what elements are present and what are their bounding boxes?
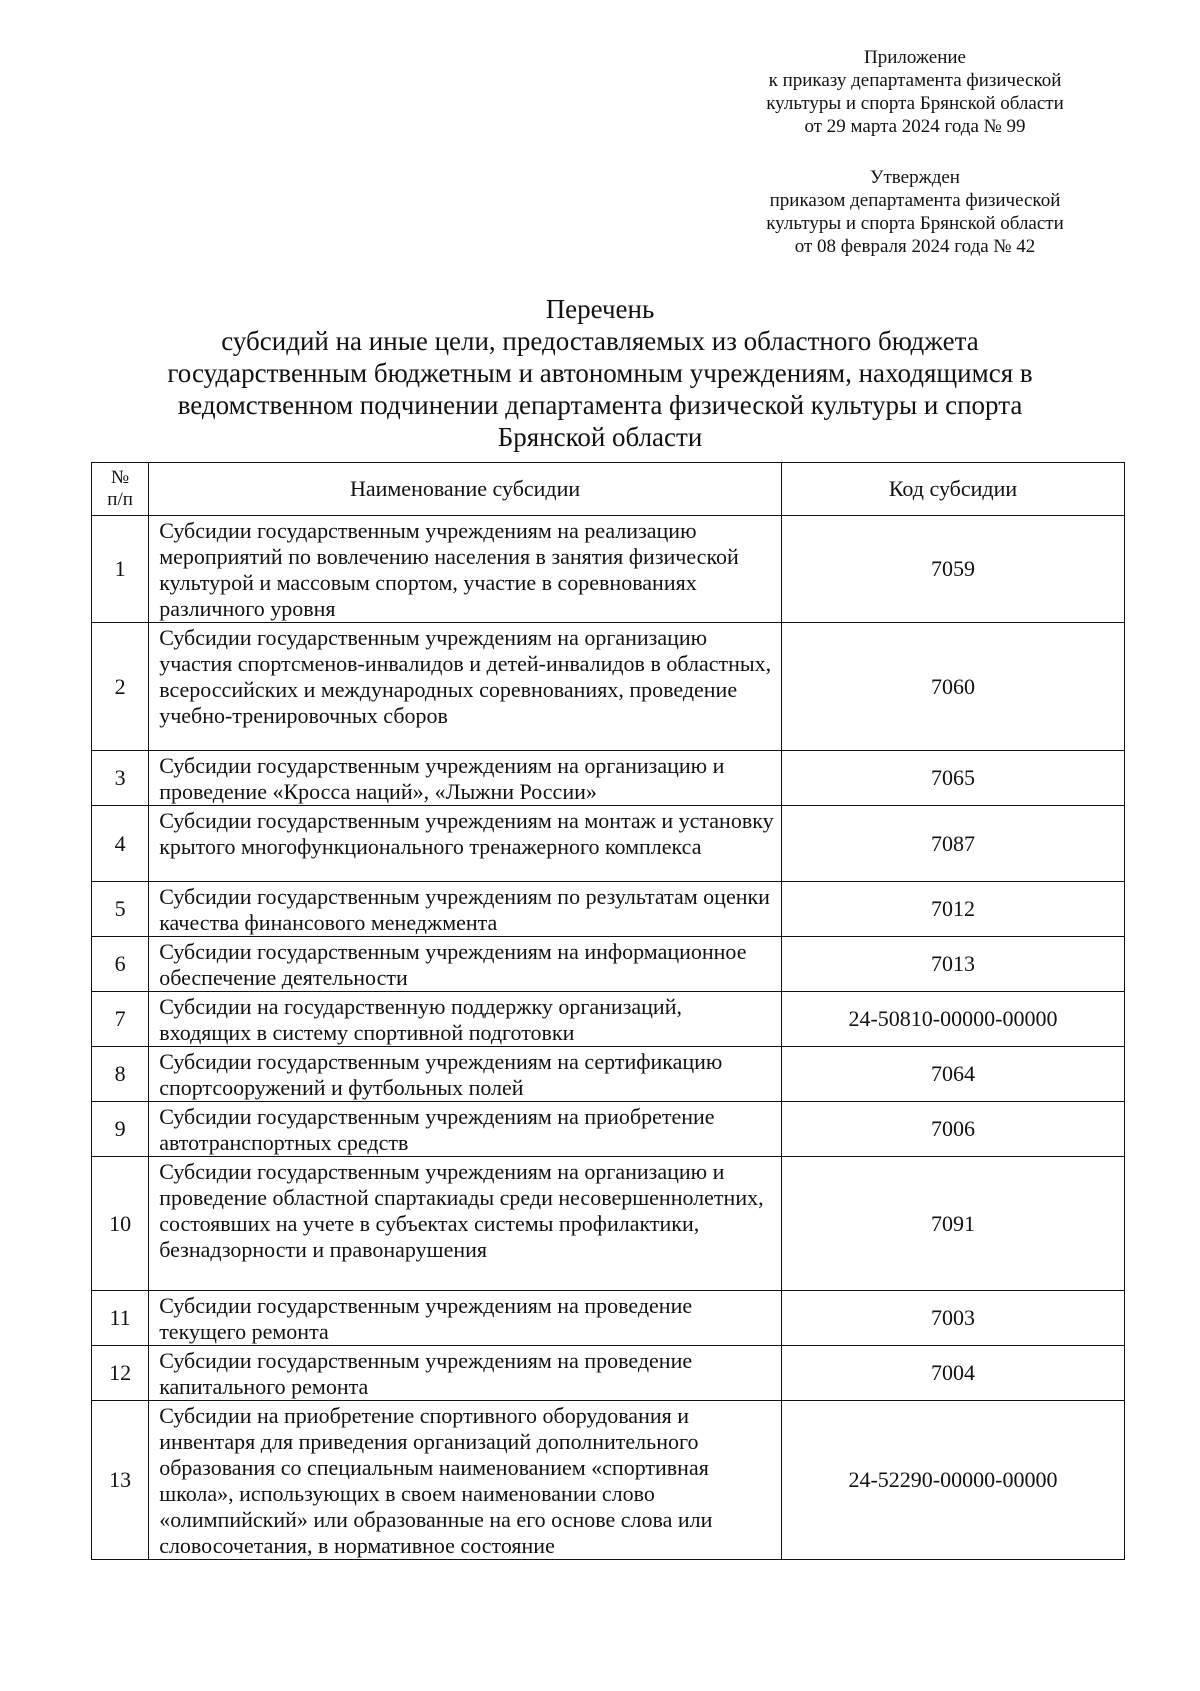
table-header-row (92, 463, 1125, 516)
subsidy-name: Субсидии государственным учреждениям на организацию и проведение «Кросса наций», «Лыжни России» (149, 751, 782, 806)
row-number: 4 (92, 806, 149, 882)
title-line: государственным бюджетным и автономным учреждениям, находящимся в (167, 358, 1033, 388)
subsidy-name: Субсидии государственным учреждениям на проведение капитального ремонта (149, 1346, 782, 1401)
table-body (92, 516, 1125, 1560)
table-row (92, 751, 1125, 806)
row-number: 13 (92, 1401, 149, 1560)
table-row (92, 1157, 1125, 1291)
subsidy-name: Субсидии государственным учреждениям по результатам оценки качества финансового менеджмента (149, 882, 782, 937)
table-row (92, 1401, 1125, 1560)
approval-line: культуры и спорта Брянской области (766, 213, 1064, 234)
subsidy-code: 7060 (781, 623, 1124, 751)
document-title (60, 293, 1140, 453)
subsidy-name: Субсидии государственным учреждениям на проведение текущего ремонта (149, 1291, 782, 1346)
table-row (92, 882, 1125, 937)
subsidy-name: Субсидии государственным учреждениям на монтаж и установку крытого многофункционального тренажерного комплекса (149, 806, 782, 882)
subsidy-name: Субсидии государственным учреждениям на информационное обеспечение деятельности (149, 937, 782, 992)
title-line: субсидий на иные цели, предоставляемых из областного бюджета (221, 326, 979, 356)
subsidy-code: 7012 (781, 882, 1124, 937)
appendix-line: к приказу департамента физической (768, 70, 1062, 91)
subsidy-name: Субсидии государственным учреждениям на организацию и проведение областной спартакиады среди несовершеннолетних, состоявших на учете в субъектах системы профилактики, безнадзорности и правонарушения (149, 1157, 782, 1291)
row-number: 5 (92, 882, 149, 937)
table-row (92, 806, 1125, 882)
subsidy-name: Субсидии государственным учреждениям на реализацию мероприятий по вовлечению населения в занятия физической культурой и массовым спортом, участие в соревнованиях различного уровня (149, 516, 782, 623)
approval-note (700, 166, 1130, 258)
appendix-line: Приложение (864, 47, 966, 68)
subsidy-code: 7059 (781, 516, 1124, 623)
title-line: Перечень (545, 294, 655, 324)
title-line: Брянской области (497, 422, 703, 452)
column-header-name: Наименование субсидии (149, 463, 782, 516)
appendix-line: от 29 марта 2024 года № 99 (804, 116, 1026, 137)
subsidy-code: 7006 (781, 1102, 1124, 1157)
subsidy-code: 7003 (781, 1291, 1124, 1346)
subsidies-table (91, 462, 1125, 1560)
subsidy-name: Субсидии государственным учреждениям на сертификацию спортсооружений и футбольных полей (149, 1047, 782, 1102)
title-line: ведомственном подчинении департамента физической культуры и спорта (177, 390, 1023, 420)
row-number: 12 (92, 1346, 149, 1401)
column-header-code: Код субсидии (781, 463, 1124, 516)
subsidy-code: 24-52290-00000-00000 (781, 1401, 1124, 1560)
table-row (92, 1102, 1125, 1157)
table-row (92, 1047, 1125, 1102)
subsidy-code: 7064 (781, 1047, 1124, 1102)
table-row (92, 937, 1125, 992)
table-row (92, 1346, 1125, 1401)
subsidy-name: Субсидии на государственную поддержку организаций, входящих в систему спортивной подготовки (149, 992, 782, 1047)
row-number: 10 (92, 1157, 149, 1291)
table-row (92, 516, 1125, 623)
row-number: 7 (92, 992, 149, 1047)
column-header-number-line2: п/п (107, 489, 133, 510)
row-number: 11 (92, 1291, 149, 1346)
table-row (92, 992, 1125, 1047)
subsidy-code: 24-50810-00000-00000 (781, 992, 1124, 1047)
subsidy-name: Субсидии на приобретение спортивного оборудования и инвентаря для приведения организаций дополнительного образования со специальным наименованием «спортивная школа», использующих в своем наименовании слово «олимпийский» или образованные на его основе слова или словосочетания, в нормативное состояние (149, 1401, 782, 1560)
table-row (92, 1291, 1125, 1346)
column-header-number (92, 463, 149, 516)
row-number: 6 (92, 937, 149, 992)
approval-line: Утвержден (870, 167, 960, 188)
row-number: 8 (92, 1047, 149, 1102)
column-header-number-line1: № (111, 467, 130, 488)
subsidy-name: Субсидии государственным учреждениям на организацию участия спортсменов-инвалидов и детей-инвалидов в областных, всероссийских и международных соревнованиях, проведение учебно-тренировочных сборов (149, 623, 782, 751)
subsidy-name: Субсидии государственным учреждениям на приобретение автотранспортных средств (149, 1102, 782, 1157)
appendix-note (700, 46, 1130, 138)
subsidy-code: 7004 (781, 1346, 1124, 1401)
row-number: 9 (92, 1102, 149, 1157)
approval-line: приказом департамента физической (769, 190, 1061, 211)
row-number: 1 (92, 516, 149, 623)
subsidy-code: 7091 (781, 1157, 1124, 1291)
row-number: 3 (92, 751, 149, 806)
row-number: 2 (92, 623, 149, 751)
subsidy-code: 7087 (781, 806, 1124, 882)
subsidy-code: 7065 (781, 751, 1124, 806)
approval-line: от 08 февраля 2024 года № 42 (794, 236, 1036, 257)
subsidy-code: 7013 (781, 937, 1124, 992)
appendix-line: культуры и спорта Брянской области (766, 93, 1064, 114)
table-row (92, 623, 1125, 751)
